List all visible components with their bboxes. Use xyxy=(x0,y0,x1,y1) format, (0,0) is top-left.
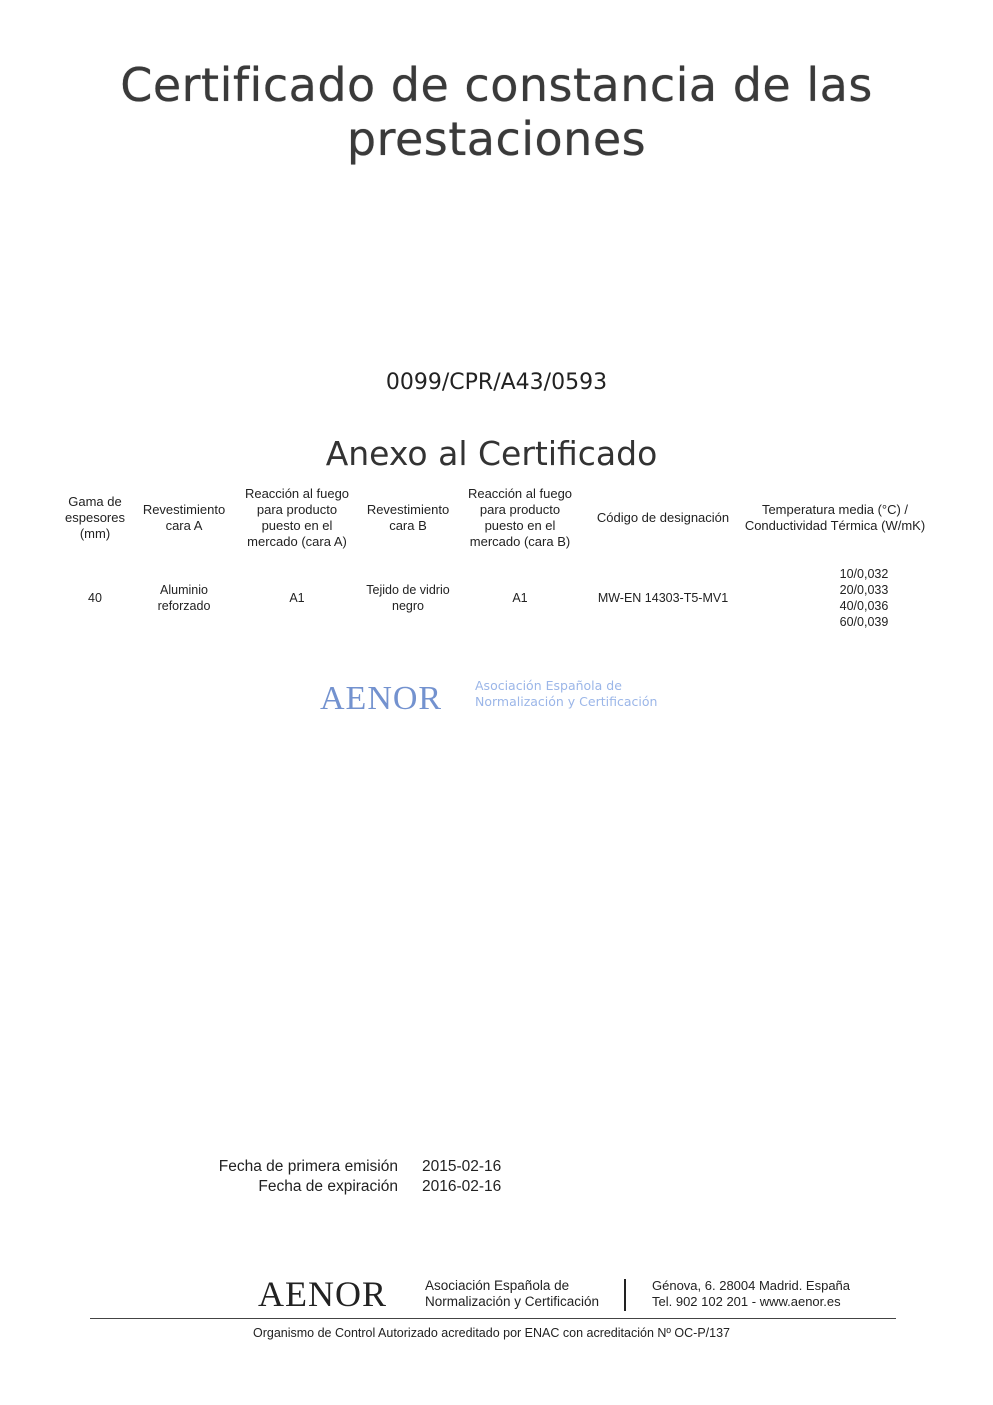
expiry-row xyxy=(200,1178,530,1198)
table-header-line: cara B xyxy=(389,518,427,533)
footer-accreditation: Organismo de Control Autorizado acreditado por ENAC con acreditación Nº OC-P/137 xyxy=(252,1326,731,1340)
stamp-line-1: Asociación Española de xyxy=(475,678,622,693)
footer-org-line-2: Normalización y Certificación xyxy=(425,1294,600,1309)
table-header-cell xyxy=(138,486,230,560)
table-cell-line: 20/0,033 xyxy=(839,583,889,597)
table-cell-line: Aluminio xyxy=(160,583,208,597)
table-header-line: (mm) xyxy=(79,526,111,541)
table-cell xyxy=(230,560,364,630)
table-cell xyxy=(738,560,932,630)
table-header-line: Conductividad Térmica (W/mK) xyxy=(744,518,926,533)
table-header-cell xyxy=(738,486,932,560)
table-cell xyxy=(138,560,230,630)
first-issue-label: Fecha de primera emisión xyxy=(218,1158,398,1175)
issue-dates xyxy=(200,1158,530,1198)
table-header-row xyxy=(52,486,932,560)
table-header-cell xyxy=(588,486,738,560)
table-row xyxy=(52,560,932,630)
table-header-line: Revestimiento xyxy=(142,502,226,517)
table-header-line: mercado (cara B) xyxy=(469,534,571,549)
table-cell xyxy=(364,560,452,630)
table-header-line: Reacción al fuego xyxy=(467,486,573,501)
table-header-line: para producto xyxy=(256,502,338,517)
expiry-label: Fecha de expiración xyxy=(258,1178,398,1195)
table-cell-line: reforzado xyxy=(157,599,211,613)
table-cell-line: A1 xyxy=(512,591,528,605)
footer-org-line-1: Asociación Española de xyxy=(425,1278,570,1293)
footer-address-line-2: Tel. 902 102 201 - www.aenor.es xyxy=(652,1294,841,1309)
footer-address xyxy=(652,1278,850,1310)
first-issue-value: 2015-02-16 xyxy=(422,1158,502,1175)
footer-divider xyxy=(90,1318,896,1319)
table-body xyxy=(52,560,932,630)
table-header-line: para producto xyxy=(479,502,561,517)
table-header-cell xyxy=(452,486,588,560)
page-title: Certificado de constancia de las prestaciones xyxy=(120,58,873,166)
footer-address-line-1: Génova, 6. 28004 Madrid. España xyxy=(652,1278,851,1293)
annex-title: Anexo al Certificado xyxy=(325,434,658,473)
table-cell-line: negro xyxy=(392,599,424,613)
footer-organization xyxy=(425,1278,599,1310)
table-cell-line: 10/0,032 xyxy=(839,567,889,581)
table-cell-line: 60/0,039 xyxy=(839,615,889,629)
table-header-line: mercado (cara A) xyxy=(247,534,347,549)
table-header-line: cara A xyxy=(165,518,203,533)
stamp-line-2: Normalización y Certificación xyxy=(475,694,658,709)
table-cell-line: MW-EN 14303-T5-MV1 xyxy=(597,591,729,605)
table-cell-line: 40 xyxy=(88,591,102,605)
table-header-line: puesto en el xyxy=(261,518,333,533)
table-header-cell xyxy=(52,486,138,560)
table-cell xyxy=(452,560,588,630)
table-cell xyxy=(588,560,738,630)
table-header-line: Reacción al fuego xyxy=(244,486,350,501)
table-cell-line: 40/0,036 xyxy=(839,599,889,613)
table-header-line: Gama de xyxy=(68,494,122,509)
table-header-cell xyxy=(364,486,452,560)
table-header-line: puesto en el xyxy=(484,518,556,533)
table-header-line: Código de designación xyxy=(596,510,730,525)
table-cell xyxy=(52,560,138,630)
footer-separator xyxy=(624,1279,626,1311)
footer-logo: AENOR xyxy=(258,1274,387,1314)
table-header-cell xyxy=(230,486,364,560)
annex-table xyxy=(52,486,932,630)
certificate-number: 0099/CPR/A43/0593 xyxy=(385,370,608,395)
stamp-logo: AENOR xyxy=(320,680,443,717)
table-header-line: Temperatura media (°C) / xyxy=(761,502,909,517)
table-header-line: espesores xyxy=(65,510,125,525)
aenor-stamp xyxy=(320,672,680,722)
table-cell-line: Tejido de vidrio xyxy=(366,583,450,597)
expiry-value: 2016-02-16 xyxy=(422,1178,502,1195)
table-cell-line: A1 xyxy=(289,591,305,605)
first-issue-row xyxy=(200,1158,530,1178)
table-header-line: Revestimiento xyxy=(366,502,450,517)
